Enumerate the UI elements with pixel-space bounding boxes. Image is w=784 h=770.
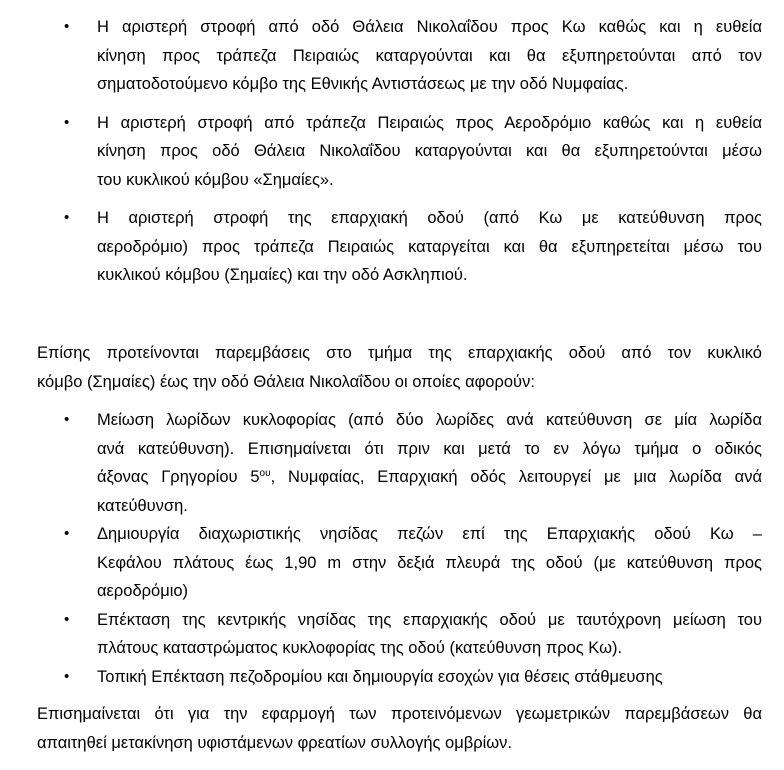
text-line: κίνηση προς τράπεζα Πειραιώς καταργούνται και θα εξυπηρετούνται από τον bbox=[97, 46, 762, 65]
bullet: • bbox=[64, 113, 70, 131]
text-line bbox=[97, 463, 762, 492]
text-line: Η αριστερή στροφή της επαρχιακή οδού (από Κω με κατεύθυνση προς bbox=[97, 209, 762, 227]
text-line: απαιτηθεί μετακίνηση υφιστάμενων φρεατίων συλλογής ομβρίων. bbox=[37, 733, 512, 752]
text-line: του κυκλικού κόμβου «Σημαίες». bbox=[97, 170, 334, 189]
superscript: ου bbox=[259, 468, 271, 479]
list-item bbox=[0, 109, 784, 195]
list-item bbox=[0, 663, 784, 692]
text-line: Επίσης προτείνονται παρεμβάσεις στο τμήμα της επαρχιακής οδού από τον κυκλικό bbox=[37, 344, 762, 362]
list-item bbox=[0, 13, 784, 99]
text-fragment: , Νυμφαίας, Επαρχιακή οδός λειτουργεί με μια λωρίδα ανά bbox=[270, 468, 762, 486]
text-line: ανά κατεύθυνση). Επισημαίνεται ότι πριν και μετά το εν λόγω τμήμα ο οδικός bbox=[97, 439, 762, 458]
text-line: κυκλικού κόμβου (Σημαίες) και την οδό Ασκληπιού. bbox=[97, 266, 468, 284]
list-item bbox=[0, 406, 784, 520]
list-item bbox=[0, 204, 784, 290]
text-line: Επέκταση της κεντρικής νησίδας της επαρχιακής οδού με ταυτόχρονη μείωση του bbox=[97, 610, 762, 629]
list-item bbox=[0, 520, 784, 606]
bullet: • bbox=[64, 411, 70, 428]
text-line: Τοπική Επέκταση πεζοδρομίου και δημιουργία εσοχών για θέσεις στάθμευσης bbox=[97, 667, 663, 686]
text-line: πλάτους καταστρώματος κυκλοφορίας της οδού (κατεύθυνση προς Κω). bbox=[97, 639, 623, 657]
text-line: Η αριστερή στροφή από τράπεζα Πειραιώς προς Αεροδρόμιο καθώς και η ευθεία bbox=[97, 113, 762, 132]
text-line: Δημιουργία διαχωριστικής νησίδας πεζών επί της Επαρχιακής οδού Κω – bbox=[97, 525, 762, 543]
removed-turns-list bbox=[0, 13, 784, 300]
bullet: • bbox=[64, 610, 70, 628]
interventions-list bbox=[0, 406, 784, 691]
intro-paragraph bbox=[37, 339, 762, 396]
text-line: Μείωση λωρίδων κυκλοφορίας (από δύο λωρίδες ανά κατεύθυνση σε μία λωρίδα bbox=[97, 411, 762, 429]
closing-paragraph bbox=[37, 700, 762, 757]
bullet: • bbox=[64, 209, 70, 226]
text-line: Η αριστερή στροφή από οδό Θάλεια Νικολαΐδου προς Κω καθώς και η ευθεία bbox=[97, 18, 762, 36]
text-fragment: άξονας Γρηγορίου 5 bbox=[97, 468, 260, 486]
text-line: αεροδρόμιο) bbox=[97, 582, 189, 600]
text-line: αεροδρόμιο) προς τράπεζα Πειραιώς καταργείται και θα εξυπηρετείται μέσω του bbox=[97, 237, 762, 256]
list-item bbox=[0, 606, 784, 663]
text-line: Κεφάλου πλάτους έως 1,90 m στην δεξιά πλευρά της οδού (με κατεύθυνση προς bbox=[97, 553, 762, 572]
bullet: • bbox=[64, 667, 70, 685]
text-line: σηματοδοτούμενο κόμβο της Εθνικής Αντιστάσεως με την οδό Νυμφαίας. bbox=[97, 75, 629, 93]
text-line: κίνηση προς οδό Θάλεια Νικολαΐδου καταργούνται και θα εξυπηρετούνται μέσω bbox=[97, 142, 762, 160]
text-line: Επισημαίνεται ότι για την εφαρμογή των προτεινόμενων γεωμετρικών παρεμβάσεων θα bbox=[37, 705, 762, 723]
bullet: • bbox=[64, 18, 70, 35]
text-line: κόμβο (Σημαίες) έως την οδό Θάλεια Νικολαΐδου οι οποίες αφορούν: bbox=[37, 372, 535, 391]
text-line: κατεύθυνση. bbox=[97, 496, 188, 515]
bullet: • bbox=[64, 525, 70, 542]
